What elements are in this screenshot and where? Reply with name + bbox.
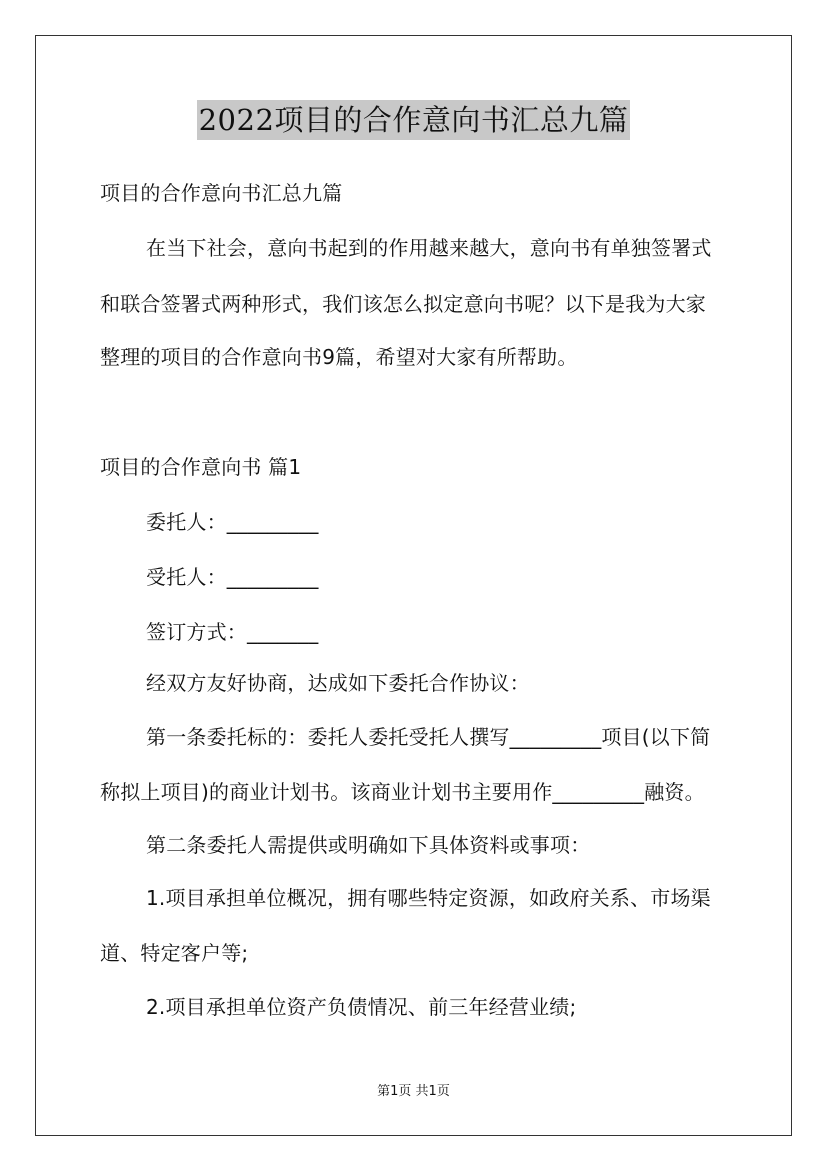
signing-method-field: 签订方式：_______ (146, 620, 319, 644)
trustee-field: 受托人：_________ (146, 565, 319, 589)
article-1-line-1: 第一条委托标的：委托人委托受托人撰写_________项目(以下简 (146, 725, 711, 749)
article-2-item-1-line-2: 道、特定客户等; (100, 941, 249, 965)
agreement-intro: 经双方友好协商，达成如下委托合作协议： (146, 671, 530, 695)
section-heading: 项目的合作意向书 篇1 (100, 455, 302, 479)
article-2-item-1-line-1: 1.项目承担单位概况，拥有哪些特定资源，如政府关系、市场渠 (146, 886, 711, 910)
intro-line-2: 和联合签署式两种形式，我们该怎么拟定意向书呢？以下是我为大家 (100, 292, 706, 316)
article-1-line-2: 称拟上项目)的商业计划书。该商业计划书主要用作_________融资。 (100, 780, 705, 804)
intro-line-1: 在当下社会，意向书起到的作用越来越大，意向书有单独签署式 (146, 236, 712, 260)
page-footer: 第1页 共1页 (377, 1084, 450, 1099)
article-2-heading: 第二条委托人需提供或明确如下具体资料或事项： (146, 833, 591, 857)
document-title: 2022项目的合作意向书汇总九篇 (197, 100, 631, 140)
document-subtitle: 项目的合作意向书汇总九篇 (100, 181, 343, 205)
article-2-item-2: 2.项目承担单位资产负债情况、前三年经营业绩; (146, 995, 577, 1019)
intro-line-3: 整理的项目的合作意向书9篇，希望对大家有所帮助。 (100, 345, 578, 369)
title-container (0, 100, 827, 140)
client-field: 委托人：_________ (146, 510, 319, 534)
